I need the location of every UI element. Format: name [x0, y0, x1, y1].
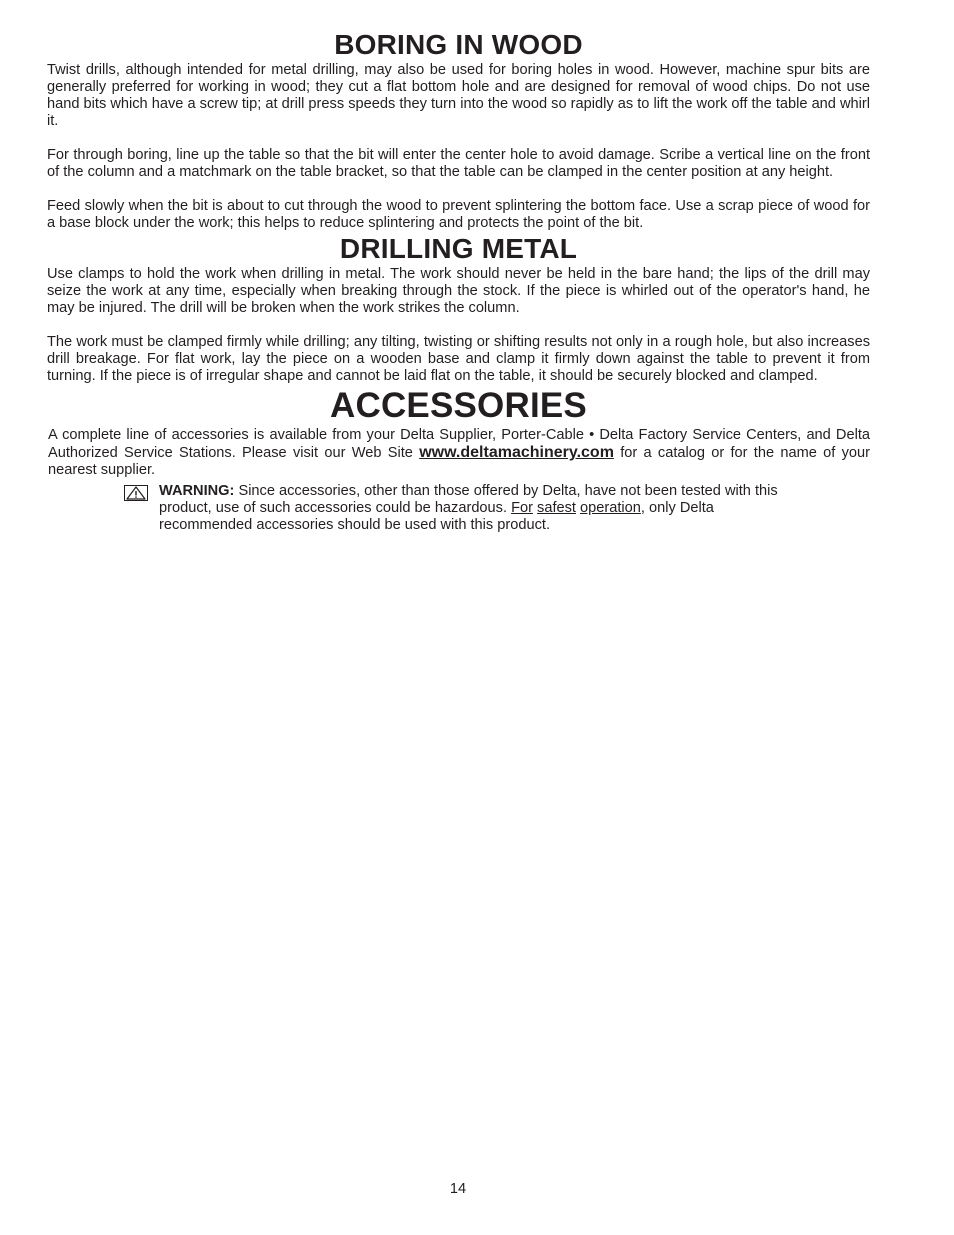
warning-triangle-icon	[124, 485, 148, 501]
section-boring-in-wood	[47, 28, 870, 232]
section-accessories	[47, 385, 870, 534]
paragraph: Feed slowly when the bit is about to cut through the wood to prevent splintering the bottom face. Use a scrap piece of wood for a base block under the work; this helps to reduce splintering and protects the point of the bit.	[47, 198, 870, 231]
heading-drilling-metal: DRILLING METAL	[339, 233, 578, 264]
heading-accessories: ACCESSORIES	[330, 386, 587, 425]
page-number: 14	[449, 1181, 467, 1197]
warning-underlined-for: For	[511, 500, 533, 516]
warning-text-end: , only Delta recommended accessories should be used with this product.	[159, 500, 714, 533]
intro-text-end: for a catalog or for the name of your nearest supplier.	[48, 445, 870, 478]
paragraph: The work must be clamped firmly while drilling; any tilting, twisting or shifting results not only in a rough hole, but also increases drill breakage. For flat work, lay the piece on a wooden base and clamp it firmly down against the table to prevent it from turning. If the piece is of irregular shape and cannot be laid flat on the table, it should be securely blocked and clamped.	[47, 334, 870, 384]
website-link[interactable]: www.deltamachinery.com	[419, 444, 614, 461]
heading-boring-in-wood: BORING IN WOOD	[334, 29, 583, 60]
paragraph: For through boring, line up the table so that the bit will enter the center hole to avoid damage. Scribe a vertical line on the front of the column and a matchmark on the table bracket, so that the table can be clamped in the center position at any height.	[47, 147, 870, 180]
accessories-intro	[48, 427, 870, 479]
warning-label: WARNING:	[159, 483, 235, 499]
paragraph: Twist drills, although intended for metal drilling, may also be used for boring holes in wood. However, machine spur bits are generally preferred for working in wood; they cut a flat bottom hole and are designed for removal of wood chips. Do not use hand bits which have a screw tip; at drill press speeds they turn into the wood so rapidly as to lift the work off the table and whirl it.	[47, 62, 870, 129]
intro-text: A complete line of accessories is available from your Delta Supplier, Porter-Cable • Delta Factory Service Centers, and Delta Authorized Service Stations. Please visit our Web Site	[48, 427, 870, 461]
warning-text: Since accessories, other than those offered by Delta, have not been tested with this product, use of such accessories could be hazardous.	[159, 483, 778, 516]
paragraph: Use clamps to hold the work when drilling in metal. The work should never be held in the bare hand; the lips of the drill may seize the work at any time, especially when breaking through the stock. If the piece is whirled out of the operator's hand, he may be injured. The drill will be broken when the work strikes the column.	[47, 266, 870, 316]
warning-underlined-safest: safest	[537, 500, 576, 516]
page-content	[47, 28, 870, 534]
section-drilling-metal	[47, 232, 870, 385]
warning-notice	[159, 483, 784, 534]
warning-underlined-operation: operation	[580, 500, 641, 516]
